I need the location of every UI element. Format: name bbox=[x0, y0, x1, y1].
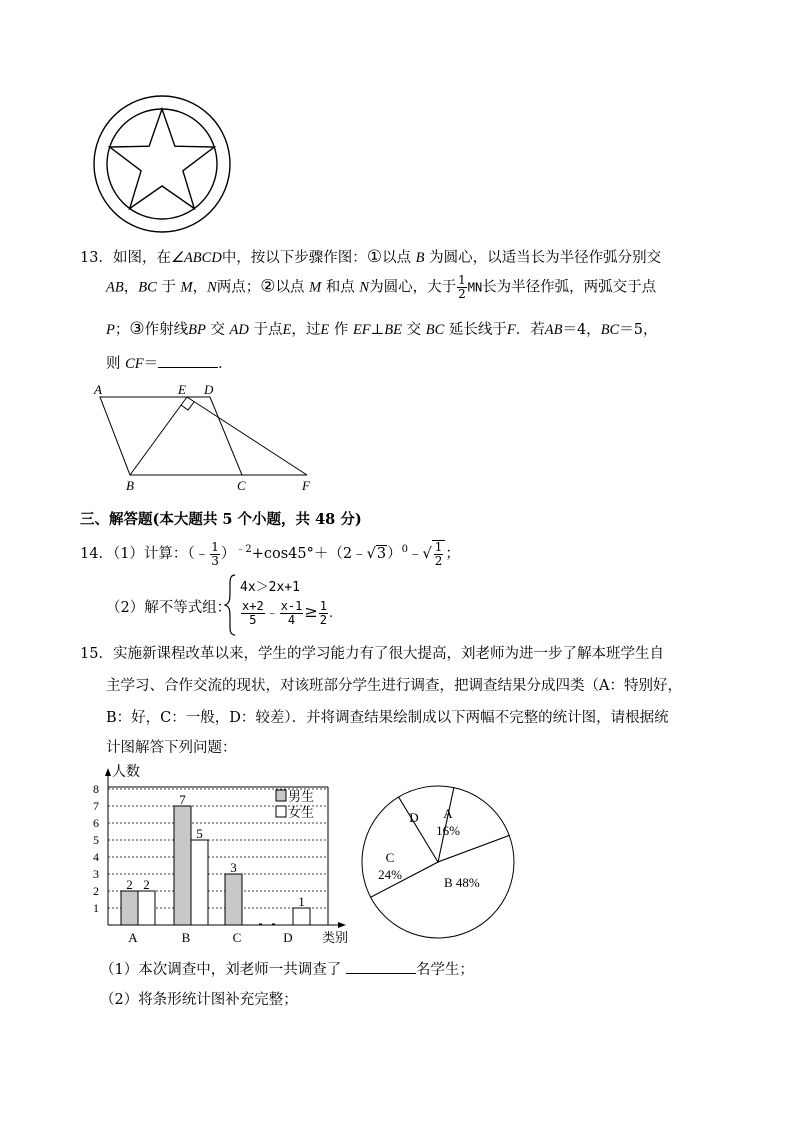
q15-sub2: （2）将条形统计图补充完整； bbox=[100, 992, 298, 1008]
legend-label: 女生 bbox=[288, 805, 315, 820]
q13-line1: 13．如图，在∠ABCD中，按以下步骤作图：①以点 B 为圆心，以适当长为半径作弧分别交 bbox=[80, 247, 662, 267]
bar-value-label: 2 bbox=[126, 877, 133, 892]
label-F: F bbox=[302, 478, 310, 493]
q13-line3: P；③作射线BP 交 AD 于点E，过E 作 EF⊥BE 交 BC 延长线于F．若AB＝4，BC＝5， bbox=[106, 319, 658, 339]
bar-chart bbox=[88, 760, 358, 946]
bar-value-label: 3 bbox=[230, 860, 237, 875]
label-A: A bbox=[94, 382, 102, 397]
y-tick-label: 6 bbox=[93, 816, 99, 830]
inequality-1: 4x＞2x+1 bbox=[240, 580, 300, 595]
brace-icon bbox=[224, 574, 238, 636]
pie-pct-C: 24% bbox=[378, 867, 402, 882]
bar-female-D bbox=[293, 908, 310, 925]
bar-value-label: 7 bbox=[179, 792, 186, 807]
pie-label-B: B 48% bbox=[444, 875, 480, 890]
x-tick-label: B bbox=[181, 930, 191, 945]
segment-BE bbox=[130, 397, 187, 475]
label-E: E bbox=[178, 382, 186, 397]
y-tick-label: 1 bbox=[93, 901, 99, 915]
bar-value-label: 1 bbox=[298, 894, 305, 909]
segment-EF bbox=[187, 397, 307, 475]
bar-male-B bbox=[174, 806, 191, 925]
bar-value-label: 2 bbox=[143, 877, 150, 892]
bar-female-B bbox=[191, 840, 208, 925]
y-tick-label: 2 bbox=[93, 884, 99, 898]
x-tick-label: A bbox=[128, 930, 138, 945]
y-tick-label: 4 bbox=[93, 850, 99, 864]
section-title: 三、解答题(本大题共 5 个小题，共 48 分) bbox=[80, 511, 362, 528]
parallelogram-ABCD bbox=[100, 397, 242, 475]
q13-line2: AB，BC 于 M，N两点；②以点 M 和点 N为圆心，大于 $\frac{1}{2}$ MN长为半径作弧，两弧交于点 bbox=[106, 273, 657, 301]
y-tick-label: 5 bbox=[93, 833, 99, 847]
x-tick-label: C bbox=[232, 930, 242, 945]
q15-line4: 计图解答下列问题： bbox=[106, 740, 237, 756]
outer-circle bbox=[94, 96, 230, 232]
pie-chart bbox=[360, 784, 516, 940]
q15-sub1: （1）本次调查中，刘老师一共调查了 名学生； bbox=[100, 962, 474, 978]
answer-blank-2[interactable] bbox=[346, 973, 416, 974]
label-D: D bbox=[204, 382, 214, 397]
bar-value-label: 5 bbox=[196, 826, 203, 841]
y-tick-label: 3 bbox=[93, 867, 99, 881]
bar-female-A bbox=[138, 891, 155, 925]
y-axis-label: 人数 bbox=[112, 765, 140, 780]
inequality-2: $\frac{x+2}{5}$ ﹣ $\frac{x-1}{4}$ ≥ $\frac{1}{2}$ . bbox=[242, 599, 334, 627]
y-axis-arrow bbox=[105, 768, 111, 776]
answer-blank[interactable] bbox=[158, 367, 218, 368]
inner-circle bbox=[107, 109, 217, 219]
parallelogram-figure bbox=[90, 380, 320, 496]
q15-line2: 主学习、合作交流的现状，对该班部分学生进行调查，把调查结果分成四类（A：特别好， bbox=[106, 678, 682, 694]
q14-part2-label: （2）解不等式组： bbox=[106, 600, 232, 616]
pie-label-A: A bbox=[443, 806, 453, 821]
q15-line3: B：好，C：一般，D：较差）．并将调查结果绘制成以下两幅不完整的统计图，请根据统 bbox=[106, 710, 669, 726]
legend-swatch bbox=[276, 806, 286, 817]
y-tick-label: 8 bbox=[93, 782, 99, 796]
x-axis-label: 类别 bbox=[322, 930, 349, 945]
pie-pct-A: 16% bbox=[436, 823, 460, 838]
pie-label-C: C bbox=[385, 850, 395, 865]
q14-part1: 14．（1）计算：（﹣ $\frac{1}{3}$ ）$^{﹣2}$+cos45°＋（2﹣√3）$^0$﹣√ $\frac{1}{2}$ ； bbox=[80, 539, 460, 568]
q15-line1: 15．实施新课程改革以来，学生的学习能力有了很大提高，刘老师为进一步了解本班学生自 bbox=[80, 646, 664, 662]
q13-line4: 则 CF＝ ． bbox=[106, 356, 233, 372]
pie-label-D: D bbox=[409, 810, 419, 825]
star-circle-figure bbox=[92, 94, 232, 234]
x-tick-label: D bbox=[283, 930, 293, 945]
legend-label: 男生 bbox=[288, 789, 315, 804]
five-point-star bbox=[110, 109, 215, 209]
bar-male-C bbox=[225, 874, 242, 925]
legend-swatch bbox=[276, 790, 286, 801]
y-tick-label: 7 bbox=[93, 799, 99, 813]
bar-male-A bbox=[121, 891, 138, 925]
label-C: C bbox=[237, 478, 246, 493]
label-B: B bbox=[126, 478, 134, 493]
x-axis-arrow bbox=[338, 922, 346, 928]
